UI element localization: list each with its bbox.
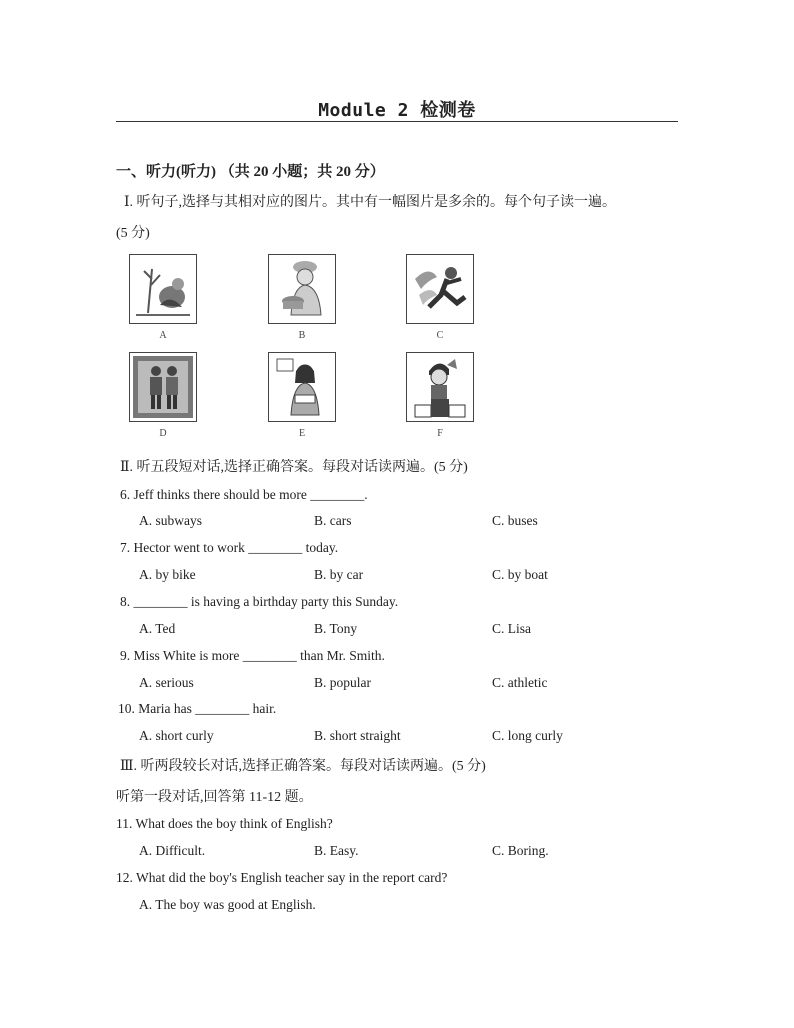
section-heading: 一、听力(听力) （共 20 小题；共 20 分） bbox=[116, 164, 385, 180]
option-a: A. Ted bbox=[139, 621, 176, 636]
part1-points: (5 分) bbox=[116, 226, 150, 241]
picture-c bbox=[406, 254, 474, 324]
running-icon bbox=[407, 255, 473, 323]
hiking-couple-icon bbox=[130, 353, 196, 421]
option-c: C. by boat bbox=[492, 567, 548, 582]
part2-instruction: Ⅱ. 听五段短对话,选择正确答案。每段对话读两遍。(5 分) bbox=[120, 460, 468, 475]
picture-a-label: A bbox=[159, 330, 167, 341]
page-title: Module 2 检测卷 bbox=[318, 100, 476, 121]
option-c: C. long curly bbox=[492, 728, 563, 743]
reading-girl-icon bbox=[269, 353, 335, 421]
option-c: C. Boring. bbox=[492, 843, 549, 858]
picture-d-label: D bbox=[159, 428, 167, 439]
option-c: C. buses bbox=[492, 513, 538, 528]
picture-c-label: C bbox=[436, 330, 444, 341]
option-a: A. The boy was good at English. bbox=[139, 897, 316, 912]
option-b: B. cars bbox=[314, 513, 352, 528]
question-stem: 8. ________ is having a birthday party this Sunday. bbox=[120, 594, 399, 609]
title-divider bbox=[116, 121, 678, 122]
option-c: C. athletic bbox=[492, 675, 548, 690]
option-b: B. Easy. bbox=[314, 843, 359, 858]
question-stem: 12. What did the boy's English teacher say in the report card? bbox=[116, 870, 448, 885]
baker-icon bbox=[269, 255, 335, 323]
picture-b-label: B bbox=[298, 330, 306, 341]
question-stem: 11. What does the boy think of English? bbox=[116, 816, 333, 831]
option-a: A. subways bbox=[139, 513, 202, 528]
option-b: B. by car bbox=[314, 567, 364, 582]
question-stem: 6. Jeff thinks there should be more ________. bbox=[120, 487, 368, 502]
option-b: B. popular bbox=[314, 675, 371, 690]
picture-b bbox=[268, 254, 336, 324]
part3-sub-instruction: 听第一段对话,回答第 11-12 题。 bbox=[116, 790, 313, 805]
podium-winner-icon bbox=[407, 353, 473, 421]
part3-instruction: Ⅲ. 听两段较长对话,选择正确答案。每段对话读两遍。(5 分) bbox=[120, 759, 486, 774]
question-stem: 7. Hector went to work ________ today. bbox=[120, 540, 339, 555]
gardening-icon bbox=[130, 255, 196, 323]
picture-e bbox=[268, 352, 336, 422]
part1-instruction: Ⅰ. 听句子,选择与其相对应的图片。其中有一幅图片是多余的。每个句子读一遍。 bbox=[124, 195, 617, 210]
question-stem: 9. Miss White is more ________ than Mr. Smith. bbox=[120, 648, 385, 663]
picture-d bbox=[129, 352, 197, 422]
option-a: A. short curly bbox=[139, 728, 214, 743]
question-stem: 10. Maria has ________ hair. bbox=[118, 701, 277, 716]
picture-f-label: F bbox=[437, 428, 443, 439]
option-c: C. Lisa bbox=[492, 621, 531, 636]
picture-a bbox=[129, 254, 197, 324]
option-a: A. by bike bbox=[139, 567, 196, 582]
picture-e-label: E bbox=[298, 428, 306, 439]
option-a: A. serious bbox=[139, 675, 194, 690]
option-a: A. Difficult. bbox=[139, 843, 206, 858]
option-b: B. Tony bbox=[314, 621, 358, 636]
option-b: B. short straight bbox=[314, 728, 401, 743]
picture-f bbox=[406, 352, 474, 422]
